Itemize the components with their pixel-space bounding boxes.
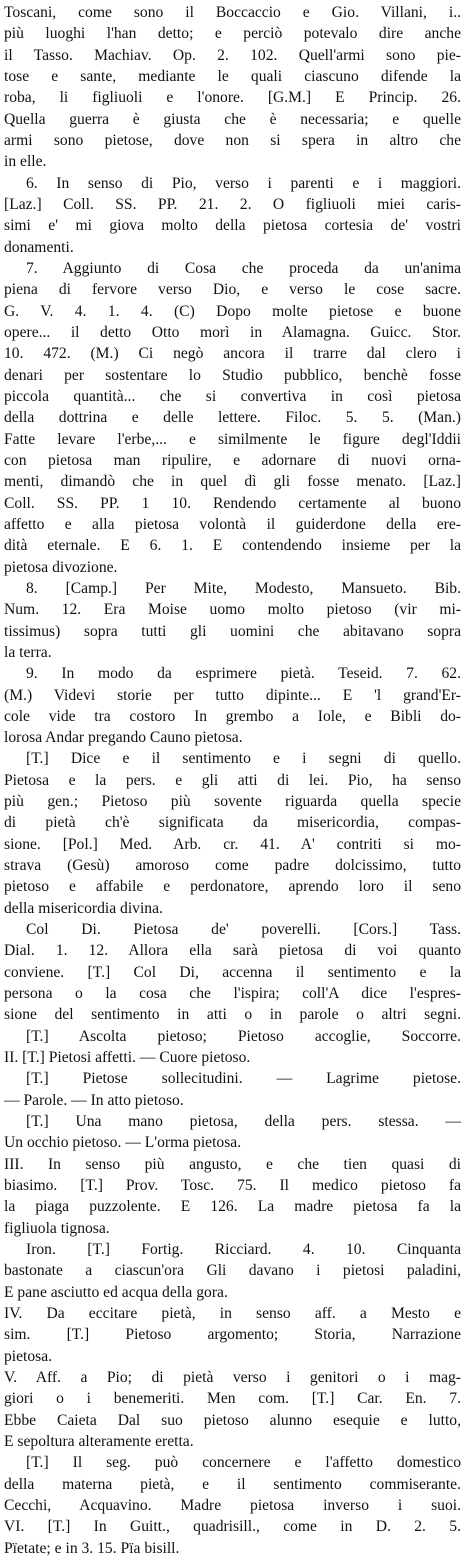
text-line: [T.] Una mano pietosa, della pers. stessa. — bbox=[26, 1113, 461, 1131]
text-line: II. [T.] Pietosi affetti. — Cuore pietoso. bbox=[4, 1049, 251, 1067]
text-line: tissimus) sopra tutti gli uomini che abitavano sopra bbox=[4, 622, 461, 640]
text-line: Quella guerra è giusta che è necessaria; e quelle bbox=[4, 110, 461, 128]
text-line: sione. [Pol.] Med. Arb. cr. 41. A' contriti si mo- bbox=[4, 835, 461, 853]
text-line: lorosa Andar pregando Cauno pietosa. bbox=[4, 729, 243, 747]
text-line: [T.] Ascolta pietoso; Pietoso accoglie, Soccorre. bbox=[26, 1027, 461, 1045]
text-line: denari per sostentare lo Studio pubblico, benchè fosse bbox=[4, 366, 461, 384]
text-line: sione del sentimento in atti o in parole o altri segni. bbox=[4, 1006, 461, 1024]
text-line: G. V. 4. 1. 4. (C) Dopo molte pietose e buone bbox=[4, 302, 461, 320]
text-line: V. Aff. a Pio; di pietà verso i genitori o i mag- bbox=[4, 1369, 461, 1386]
text-line: — Parole. — In atto pietoso. bbox=[4, 1091, 184, 1109]
text-line: Iron. [T.] Fortig. Ricciard. 4. 10. Cinquanta bbox=[26, 1241, 461, 1259]
text-line: tose e sante, mediante le quali ciascuno difende la bbox=[4, 67, 461, 85]
text-line: bastonate a ciascun'ora Gli davano i pietosi paladini, bbox=[4, 1262, 461, 1280]
text-line: E pane asciutto ed acqua della gora. bbox=[4, 1283, 228, 1301]
text-line: Num. 12. Era Moise uomo molto pietoso (vir mi- bbox=[4, 601, 461, 619]
text-line: con pietosa man ripulire, e adornare di nuovi orna- bbox=[4, 451, 461, 469]
text-line: [T.] Dice e il sentimento e i segni di quello. bbox=[26, 750, 461, 768]
text-line: Dial. 1. 12. Allora ella sarà pietosa di voi quanto bbox=[4, 942, 461, 960]
text-line: pietosa divozione. bbox=[4, 558, 118, 576]
text-line: figliuola tignosa. bbox=[4, 1219, 110, 1237]
text-line: pietosa. bbox=[4, 1347, 53, 1365]
text-line: sim. [T.] Pietoso argomento; Storia, Narrazione bbox=[4, 1326, 461, 1344]
text-line: [Laz.] Coll. SS. PP. 21. 2. O figliuoli miei caris- bbox=[4, 195, 461, 213]
text-line: affetto e alla pietosa volontà il guiderdone della ere- bbox=[4, 515, 461, 533]
text-line: [T.] Il seg. può concernere e l'affetto domestico bbox=[26, 1454, 461, 1472]
text-line: Cecchi, Acquavino. Madre pietosa inverso i suoi. bbox=[4, 1496, 461, 1514]
text-line: in elle. bbox=[4, 153, 47, 171]
text-line: 8. [Camp.] Per Mite, Modesto, Mansueto. Bib. bbox=[26, 579, 461, 597]
text-line: il Tasso. Machiav. Op. 2. 102. Quell'armi sono pie- bbox=[4, 46, 461, 64]
text-line: Un occhio pietoso. — L'orma pietosa. bbox=[4, 1134, 242, 1152]
text-line: piccola quantità... che si convertiva in così pietosa bbox=[4, 387, 461, 405]
text-line: E sepoltura alteramente eretta. bbox=[4, 1432, 194, 1450]
text-line: la piaga puzzolente. E 126. La madre pietosa fa la bbox=[4, 1198, 461, 1216]
text-line: la terra. bbox=[4, 643, 52, 661]
text-line: dità eternale. E 6. 1. E contendendo insieme per la bbox=[4, 537, 461, 555]
text-line: 10. 472. (M.) Ci negò ancora il trarre dal clero i bbox=[4, 345, 461, 363]
text-line: Pietosa e la pers. e gli atti di lei. Pio, ha senso bbox=[4, 771, 461, 789]
text-line: cole vide tra costoro In grembo a Iole, e Bibli do- bbox=[4, 707, 461, 725]
text-line: giori o i benemeriti. Men com. [T.] Car. En. 7. bbox=[4, 1390, 461, 1408]
text-line: più luoghi l'han detto; e perciò potevalo dire anche bbox=[4, 25, 461, 43]
text-line: Toscani, come sono il Boccaccio e Gio. Villani, i.. bbox=[4, 4, 461, 21]
text-line: della misericordia divina. bbox=[4, 899, 163, 917]
text-line: Pïetate; e in 3. 15. Pïa bisill. bbox=[4, 1539, 180, 1557]
text-line: 9. In modo da esprimere pietà. Teseid. 7. 62. bbox=[26, 665, 461, 683]
text-line: Fatte levare l'erbe,... e similmente le figure degl'Iddii bbox=[4, 430, 461, 448]
text-line: IV. Da eccitare pietà, in senso aff. a Mesto e bbox=[4, 1305, 461, 1323]
text-line: (M.) Videvi storie per tutto dipinte... E 'l grand'Er- bbox=[4, 686, 461, 704]
text-line: 6. In senso di Pio, verso i parenti e i maggiori. bbox=[26, 174, 461, 192]
text-line: armi sono pietose, dove non si spera in altro che bbox=[4, 131, 461, 149]
text-line: menti, dimandò che in quel dì gli fosse menato. [Laz.] bbox=[4, 473, 461, 491]
text-line: strava (Gesù) amoroso come padre dolcissimo, tutto bbox=[4, 857, 461, 875]
text-line: piena di fervore verso Dio, e verso le cose sacre. bbox=[4, 281, 461, 299]
text-line: Col Di. Pietosa de' poverelli. [Cors.] Tass. bbox=[26, 921, 461, 939]
text-line: della materna pietà, e il sentimento commiserante. bbox=[4, 1475, 461, 1493]
text-line: simi e' mi giova molto della pietosa cortesia de' vostri bbox=[4, 217, 461, 235]
text-line: conviene. [T.] Col Di, accenna il sentimento e la bbox=[4, 963, 461, 981]
text-line: VI. [T.] In Guitt., quadrisill., come in D. 2. 5. bbox=[4, 1518, 461, 1536]
text-line: di pietà ch'è significata da misericordia, compas- bbox=[4, 814, 461, 832]
text-line: opere... il detto Otto morì in Alamagna. Guicc. Stor. bbox=[4, 323, 461, 341]
text-line: Coll. SS. PP. 1 10. Rendendo certamente al buono bbox=[4, 494, 461, 512]
text-line: roba, li figliuoli e l'onore. [G.M.] E Princip. 26. bbox=[4, 89, 461, 107]
text-line: persona o la cosa che l'ispira; coll'A dice l'espres- bbox=[4, 985, 461, 1003]
text-line: biasimo. [T.] Prov. Tosc. 75. Il medico pietoso fa bbox=[4, 1177, 461, 1195]
text-line: [T.] Pietose sollecitudini. — Lagrime pietose. bbox=[26, 1070, 461, 1088]
text-line: della dottrina e delle lettere. Filoc. 5. 5. (Man.) bbox=[4, 409, 461, 427]
text-line: Ebbe Caieta Dal suo pietoso alunno esequie e lutto, bbox=[4, 1411, 461, 1429]
text-line: pietoso e affabile e perdonatore, aprendo loro il seno bbox=[4, 878, 461, 896]
text-line: donamenti. bbox=[4, 238, 74, 256]
text-line: più gen.; Pietoso più sovente riguarda quella specie bbox=[4, 793, 461, 811]
text-line: 7. Aggiunto di Cosa che proceda da un'anima bbox=[26, 259, 461, 277]
text-line: III. In senso più angusto, e che tien quasi di bbox=[4, 1155, 461, 1173]
